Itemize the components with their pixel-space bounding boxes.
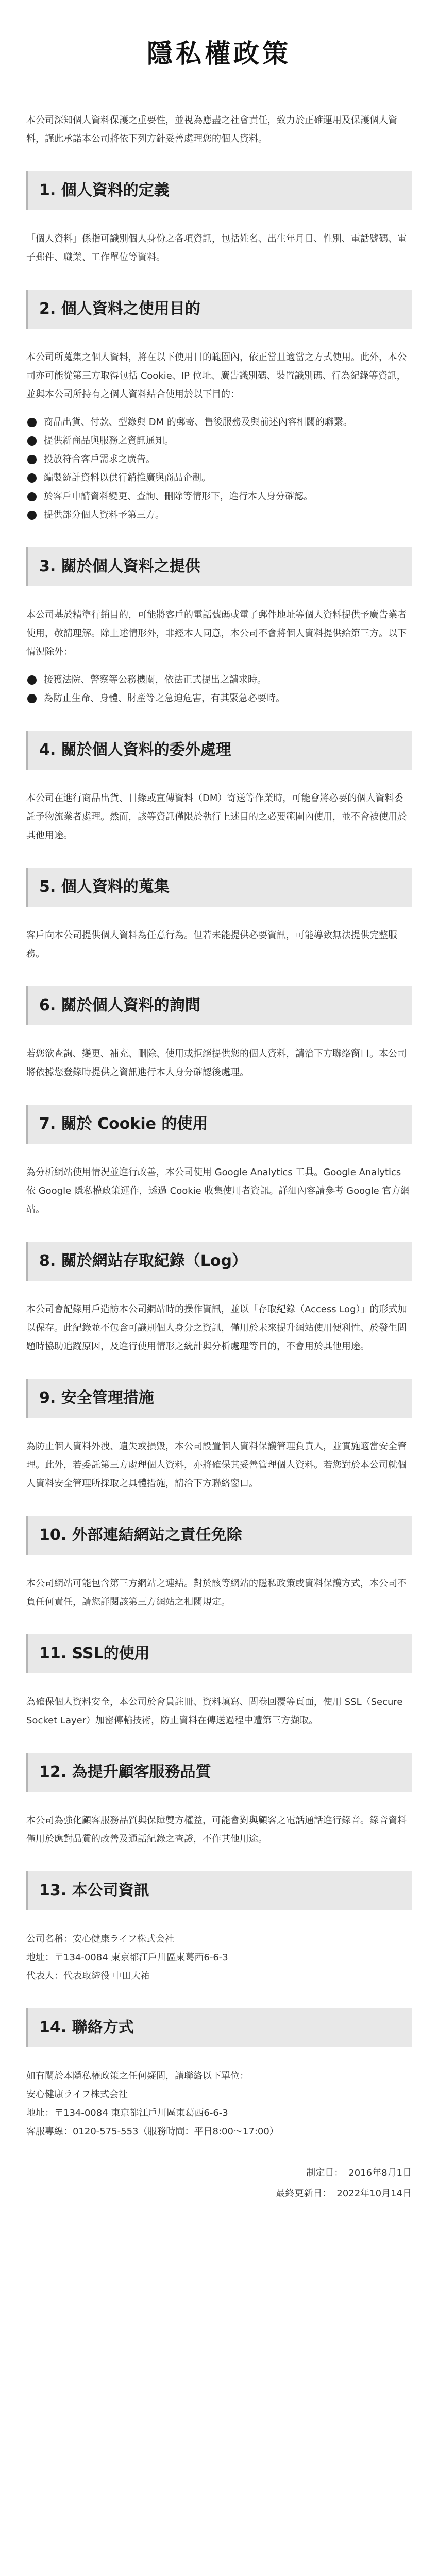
list-item-text: 於客戶申請資料變更、查詢、刪除等情形下，進行本人身分確認。 xyxy=(44,491,313,502)
bullet-icon xyxy=(27,694,37,703)
established-date-value: 2016年8月1日 xyxy=(348,2167,412,2178)
section-body-access-log: 本公司會記錄用戶造訪本公司網站時的操作資訊，並以「存取紀錄（Access Log）」的形式加以保存。此紀錄並不包含可識別個人身分之資訊，僅用於未來提升網站使用便利性、於發生問題時協助追蹤原因，及進行使用情形之統計與分析處理等目的，不會用於其他用途。 xyxy=(26,1304,407,1352)
policy-dates xyxy=(26,2163,412,2204)
company-info-block xyxy=(26,1930,412,1986)
established-date-label: 制定日： xyxy=(306,2167,344,2178)
section-body-cookie: 為分析網站使用情況並進行改善，本公司使用 Google Analytics 工具。Google Analytics 依 Google 隱私權政策運作，透過 Cookie 收集使用者資訊。詳細內容請參考 Google 官方網站。 xyxy=(26,1167,410,1215)
section-heading-inquiry: 6. 關於個人資料的詢問 xyxy=(26,986,412,1025)
section-heading-cookie: 7. 關於 Cookie 的使用 xyxy=(26,1105,412,1144)
updated-date-label: 最終更新日： xyxy=(276,2188,332,2199)
company-address: 地址：〒134-0084 東京都江戶川區東葛西6-6-3 xyxy=(26,1952,228,1963)
list-item-text: 提供新商品與服務之資訊通知。 xyxy=(44,435,174,446)
page-title: 隱私權政策 xyxy=(147,39,291,69)
section-heading-contact: 14. 聯絡方式 xyxy=(26,2008,412,2047)
section-body-service-quality: 本公司為強化顧客服務品質與保障雙方權益，可能會對與顧客之電話通話進行錄音。錄音資料僅用於應對品質的改善及通話紀錄之查證，不作其他用途。 xyxy=(26,1815,407,1844)
contact-phone: 客服專線：0120-575-553（服務時間：平日8:00〜17:00） xyxy=(26,2126,279,2137)
bullet-icon xyxy=(27,436,37,446)
updated-date-row xyxy=(26,2183,412,2204)
bullet-icon xyxy=(27,418,37,427)
section-body-security: 為防止個人資料外洩、遺失或損毀，本公司設置個人資料保護管理負責人，並實施適當安全管理。此外，若委託第三方處理個人資料，亦將確保其妥善管理個人資料。若您對於本公司就個人資料安全管理所採取之具體措施，請洽下方聯絡窗口。 xyxy=(26,1441,407,1489)
list-item xyxy=(26,487,412,506)
section-heading-purpose: 2. 個人資料之使用目的 xyxy=(26,290,412,329)
section-heading-external-links: 10. 外部連結網站之責任免除 xyxy=(26,1516,412,1555)
list-item xyxy=(26,413,412,432)
list-item xyxy=(26,432,412,450)
list-item xyxy=(26,450,412,469)
section-body-external-links: 本公司網站可能包含第三方網站之連結。對於該等網站的隱私政策或資料保護方式，本公司不負任何責任，請您詳閱該第三方網站之相關規定。 xyxy=(26,1578,407,1607)
bullet-icon xyxy=(27,675,37,685)
section-body-collection: 客戶向本公司提供個人資料為任意行為。但若未能提供必要資訊，可能導致無法提供完整服務。 xyxy=(26,930,397,959)
list-item-text: 為防止生命、身體、財產等之急迫危害，有其緊急必要時。 xyxy=(44,693,285,704)
bullet-icon xyxy=(27,511,37,520)
section-heading-security: 9. 安全管理措施 xyxy=(26,1379,412,1418)
bullet-icon xyxy=(27,492,37,501)
list-item-text: 投放符合客戶需求之廣告。 xyxy=(44,454,155,465)
contact-intro: 如有關於本隱私權政策之任何疑問，請聯絡以下單位： xyxy=(26,2071,249,2081)
updated-date-value: 2022年10月14日 xyxy=(336,2188,412,2199)
section-body-definition: 「個人資料」係指可識別個人身份之各項資訊，包括姓名、出生年月日、性別、電話號碼、電子郵件、職業、工作單位等資料。 xyxy=(26,233,407,263)
list-item xyxy=(26,469,412,487)
contact-address: 地址：〒134-0084 東京都江戶川區東葛西6-6-3 xyxy=(26,2108,228,2119)
section-heading-definition: 1. 個人資料的定義 xyxy=(26,171,412,210)
section-heading-collection: 5. 個人資料的蒐集 xyxy=(26,868,412,907)
company-representative: 代表人：代表取締役 中田大祐 xyxy=(26,1971,150,1981)
intro-paragraph: 本公司深知個人資料保護之重要性，並視為應盡之社會責任，致力於正確運用及保護個人資料，謹此承諾本公司將依下列方針妥善處理您的個人資料。 xyxy=(26,115,397,144)
list-item-text: 編製統計資料以供行銷推廣與商品企劃。 xyxy=(44,472,211,483)
list-item-text: 商品出貨、付款、型錄與 DM 的郵寄、售後服務及與前述內容相關的聯繫。 xyxy=(44,417,352,428)
section-body-purpose: 本公司所蒐集之個人資料，將在以下使用目的範圍內，依正當且適當之方式使用。此外，本公司亦可能從第三方取得包括 Cookie、IP 位址、廣告識別碼、裝置識別碼、行為紀錄等資訊，並與本公司所持有之個人資料結合使用於以下目的： xyxy=(26,352,407,400)
company-name: 公司名稱：安心健康ライフ株式会社 xyxy=(26,1934,174,1944)
section-heading-service-quality: 12. 為提升顧客服務品質 xyxy=(26,1753,412,1792)
section-body-inquiry: 若您欲查詢、變更、補充、刪除、使用或拒絕提供您的個人資料，請洽下方聯絡窗口。本公司將依據您登錄時提供之資訊進行本人身分確認後處理。 xyxy=(26,1048,407,1078)
contact-info-block xyxy=(26,2067,412,2141)
section-heading-company-info: 13. 本公司資訊 xyxy=(26,1871,412,1910)
purpose-bullet-list xyxy=(26,413,412,524)
provision-bullet-list xyxy=(26,671,412,708)
section-heading-outsourcing: 4. 關於個人資料的委外處理 xyxy=(26,731,412,770)
section-heading-ssl: 11. SSL的使用 xyxy=(26,1634,412,1673)
list-item-text: 提供部分個人資料予第三方。 xyxy=(44,510,164,520)
bullet-icon xyxy=(27,473,37,483)
section-body-outsourcing: 本公司在進行商品出貨、目錄或宣傳資料（DM）寄送等作業時，可能會將必要的個人資料委託予物流業者處理。然而，該等資訊僅限於執行上述目的之必要範圍內使用，並不會被使用於其他用途。 xyxy=(26,793,407,841)
contact-company: 安心健康ライフ株式会社 xyxy=(26,2089,128,2100)
established-date-row xyxy=(26,2163,412,2183)
section-heading-access-log: 8. 關於網站存取紀錄（Log） xyxy=(26,1242,412,1281)
section-body-provision: 本公司基於精準行銷目的，可能將客戶的電話號碼或電子郵件地址等個人資料提供予廣告業者使用，敬請理解。除上述情形外，非經本人同意，本公司不會將個人資料提供給第三方。以下情況除外： xyxy=(26,609,407,657)
section-heading-provision: 3. 關於個人資料之提供 xyxy=(26,547,412,586)
list-item xyxy=(26,506,412,524)
section-body-ssl: 為確保個人資料安全，本公司於會員註冊、資料填寫、問卷回覆等頁面，使用 SSL（Secure Socket Layer）加密傳輸技術，防止資料在傳送過程中遭第三方擷取。 xyxy=(26,1697,403,1726)
list-item-text: 接獲法院、警察等公務機關，依法正式提出之請求時。 xyxy=(44,674,266,685)
list-item xyxy=(26,689,412,708)
list-item xyxy=(26,671,412,689)
bullet-icon xyxy=(27,455,37,464)
